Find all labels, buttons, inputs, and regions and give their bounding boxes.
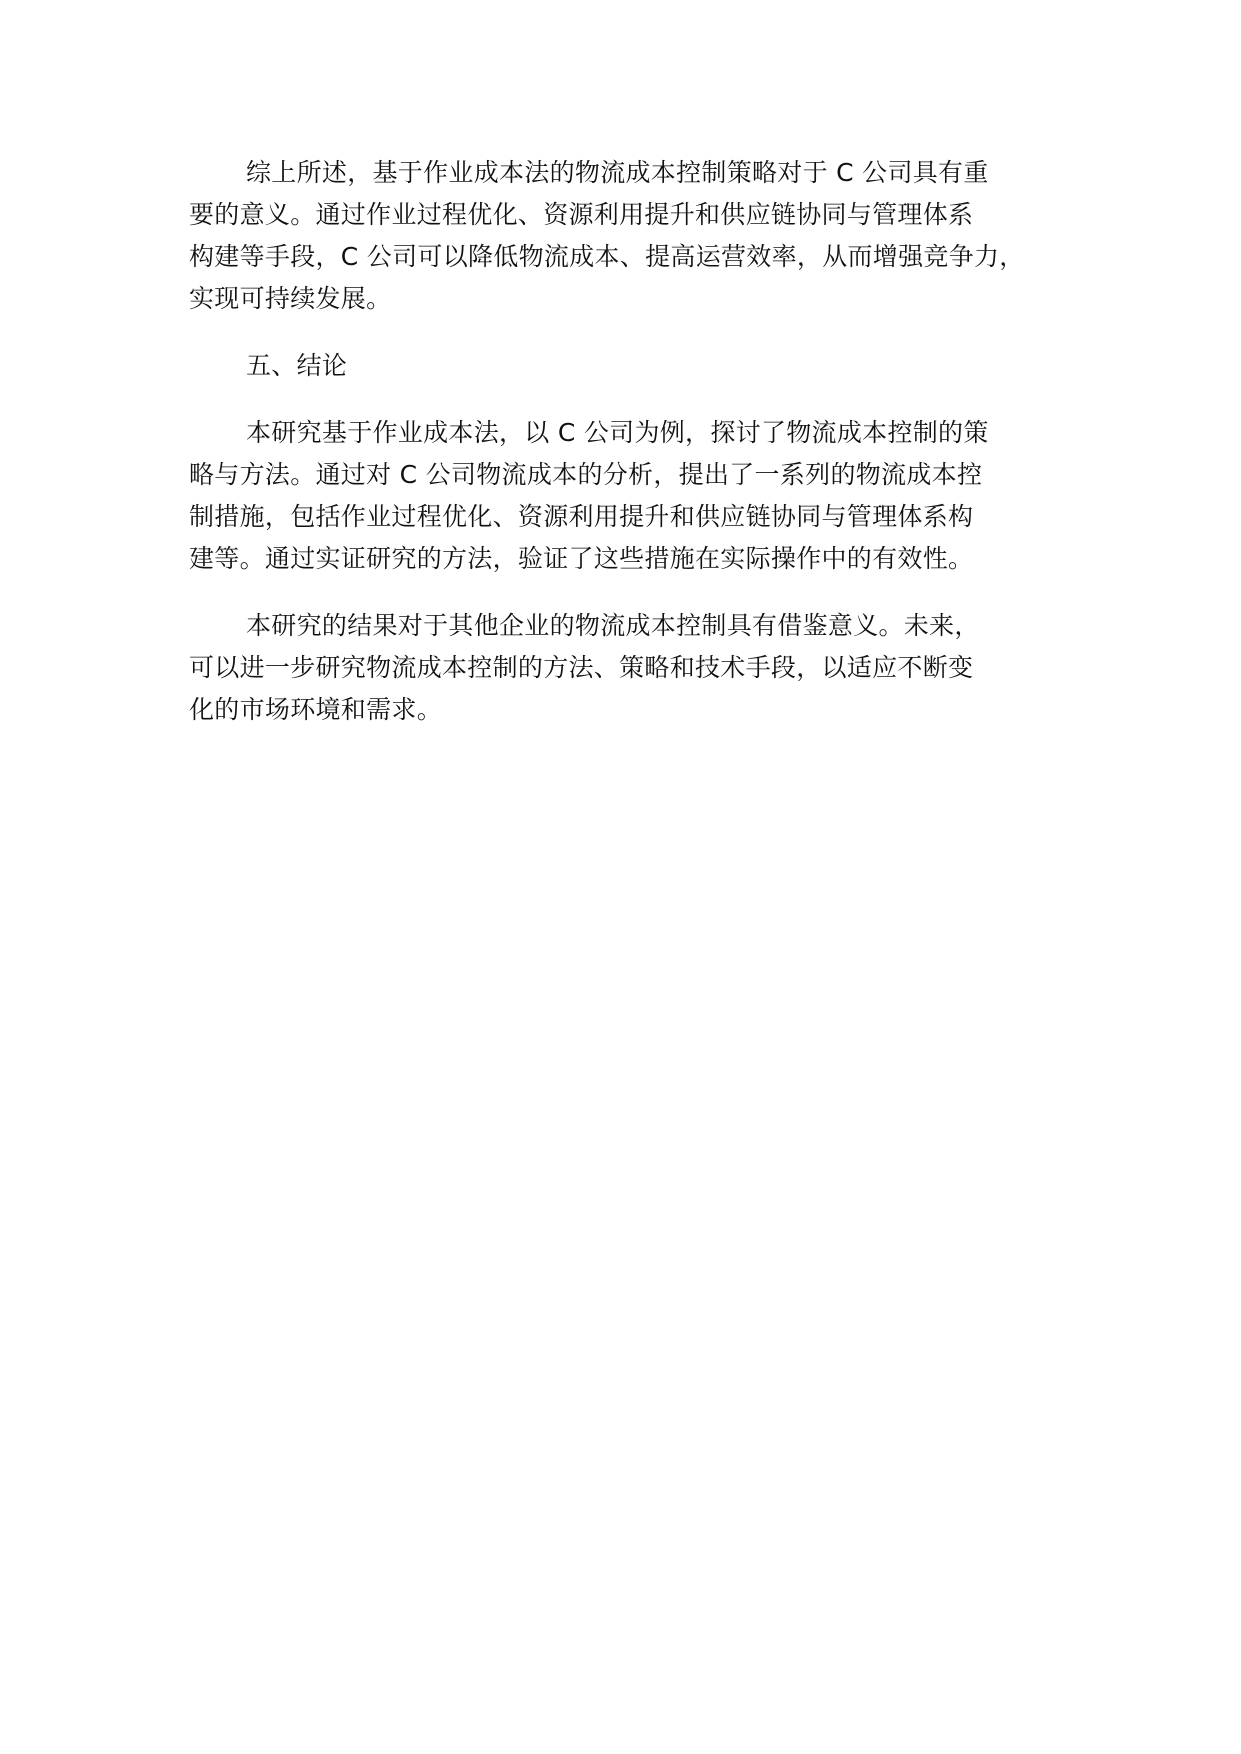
paragraph-line: 综上所述，基于作业成本法的物流成本控制策略对于 C 公司具有重 [246, 158, 989, 187]
paragraph-line: 构建等手段，C 公司可以降低物流成本、提高运营效率，从而增强竞争力， [189, 242, 1025, 271]
paragraph-summary [189, 152, 1089, 320]
paragraph-spacer [189, 320, 1089, 345]
paragraph-line: 略与方法。通过对 C 公司物流成本的分析，提出了一系列的物流成本控 [189, 460, 983, 489]
paragraph-line: 本研究基于作业成本法，以 C 公司为例，探讨了物流成本控制的策 [246, 418, 989, 447]
paragraph-line: 化的市场环境和需求。 [189, 695, 443, 724]
paragraph-line: 实现可持续发展。 [189, 284, 392, 313]
paragraph-outlook [189, 605, 1089, 731]
paragraph-line: 本研究的结果对于其他企业的物流成本控制具有借鉴意义。未来， [246, 611, 980, 640]
section-heading-text: 五、结论 [246, 351, 348, 380]
paragraph-spacer [189, 387, 1089, 412]
paragraph-spacer [189, 580, 1089, 605]
section-heading [189, 345, 1089, 387]
paragraph-line: 建等。通过实证研究的方法，验证了这些措施在实际操作中的有效性。 [189, 544, 974, 573]
paragraph-line: 制措施，包括作业过程优化、资源利用提升和供应链协同与管理体系构 [189, 502, 974, 531]
paragraph-conclusion [189, 412, 1089, 580]
paragraph-line: 要的意义。通过作业过程优化、资源利用提升和供应链协同与管理体系 [189, 200, 974, 229]
paragraph-line: 可以进一步研究物流成本控制的方法、策略和技术手段，以适应不断变 [189, 653, 974, 682]
document-body [189, 152, 1089, 731]
